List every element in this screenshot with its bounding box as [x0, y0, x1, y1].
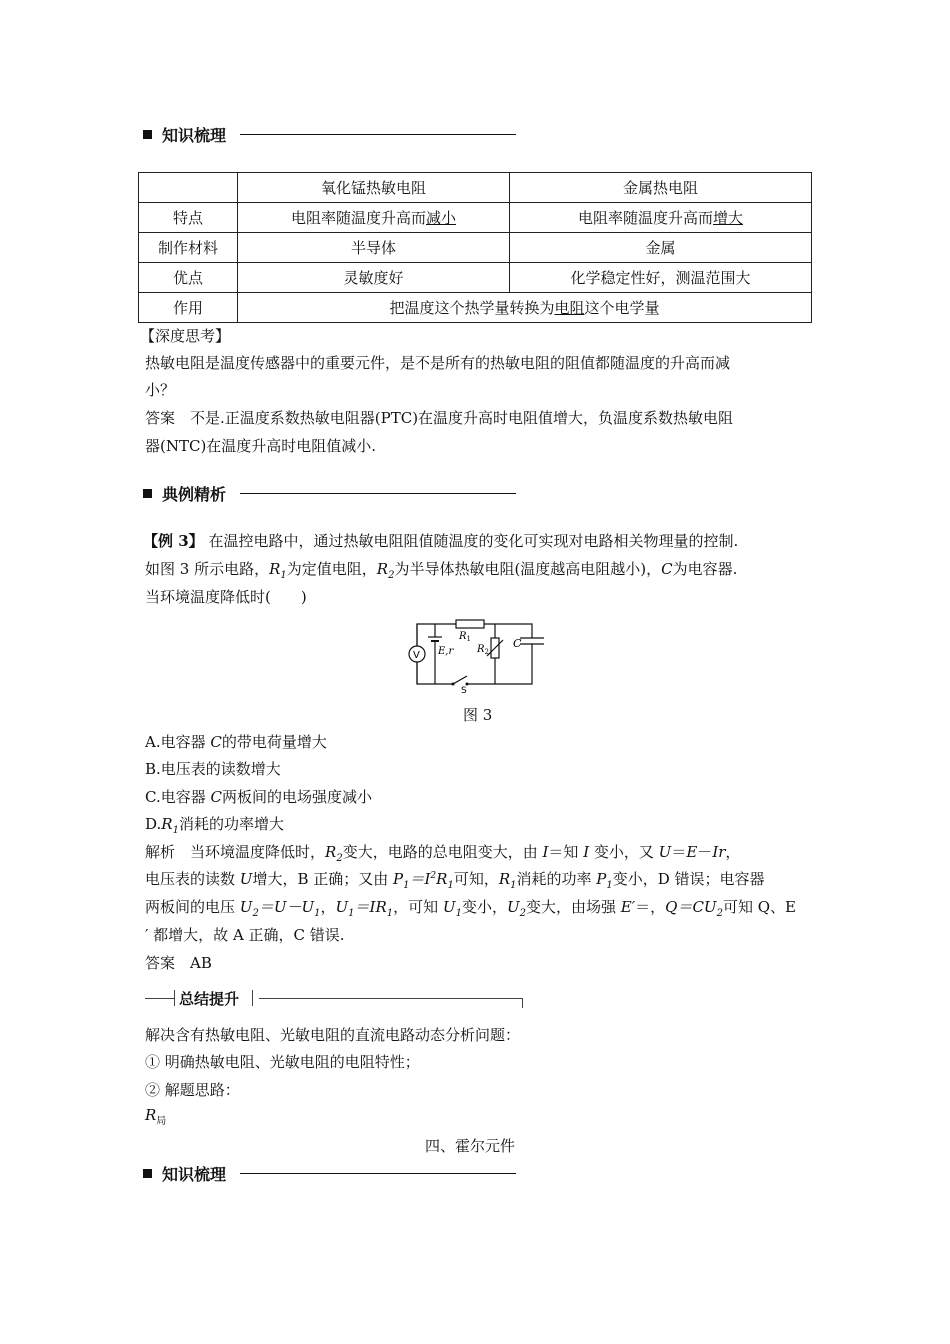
section-header-examples [143, 482, 516, 504]
text: ， [320, 898, 336, 916]
resistor-r1 [456, 620, 484, 628]
s-label: S [461, 686, 467, 694]
text: 变大，电路的总电阻变大，由 [342, 843, 543, 861]
comparison-table [138, 172, 812, 323]
divider [240, 493, 516, 494]
var: $P_1$ [596, 870, 613, 891]
summary-line: 解决含有热敏电阻、光敏电阻的直流电路动态分析问题： [145, 1026, 521, 1044]
example-text: 在温控电路中，通过热敏电阻阻值随温度的变化可实现对电路相关物理量的控制. [208, 532, 739, 550]
var: E′ [620, 898, 636, 916]
section-title: 知识梳理 [162, 1164, 227, 1184]
divider [145, 998, 175, 999]
r1-label: $R_1$ [459, 631, 471, 643]
circuit-diagram [405, 612, 555, 694]
square-bullet-icon [143, 489, 152, 498]
square-bullet-icon [143, 130, 152, 139]
text: 两板间的电压 [145, 898, 240, 916]
underlined-answer: 电阻 [554, 299, 585, 317]
formula: $U_2=U-U_1$ [239, 898, 321, 919]
table-cell [510, 203, 812, 233]
option-d [145, 813, 284, 836]
table-cell: 作用 [139, 293, 238, 323]
summary-line: ① 明确热敏电阻、光敏电阻的电阻特性； [145, 1053, 420, 1071]
formula: $P_1=I^2R_1$ [393, 870, 454, 891]
cell-text: 电阻率随温度升高而 [577, 209, 713, 227]
table-cell [139, 173, 238, 203]
table-cell: 氧化锰热敏电阻 [238, 173, 510, 203]
var-c: C [661, 560, 673, 578]
table-cell: 特点 [139, 203, 238, 233]
table-cell: 优点 [139, 263, 238, 293]
table-row [139, 293, 812, 323]
cell-text: 这个电学量 [584, 299, 660, 317]
var: $U_2$ [506, 898, 526, 919]
text: 两板间的电场强度减小 [221, 788, 372, 806]
var: R [145, 1106, 157, 1124]
divider [240, 1173, 516, 1174]
question-line: 热敏电阻是温度传感器中的重要元件，是不是所有的热敏电阻的阻值都随温度的升高而减 [145, 354, 731, 372]
divider [174, 990, 175, 1006]
divider [259, 998, 523, 999]
text: 电压表的读数 [145, 870, 240, 888]
var: U [239, 870, 253, 888]
var-r2: $R_2$ [376, 560, 395, 581]
formula: $Q=CU_2$ [665, 898, 723, 919]
subscript: 局 [156, 1116, 167, 1127]
text: 增大，B 正确；又由 [252, 870, 393, 888]
table-row [139, 203, 812, 233]
var: C [210, 733, 222, 751]
text: 消耗的功率增大 [178, 815, 284, 833]
deep-thinking-title: 【深度思考】 [140, 327, 231, 345]
text: 为电容器. [672, 560, 738, 578]
text: 消耗的功率 [516, 870, 597, 888]
formula: E [686, 843, 698, 861]
thermistor-arrow [487, 640, 503, 656]
wire [484, 624, 532, 638]
var: C [210, 788, 222, 806]
table-cell [238, 203, 510, 233]
switch-contact [452, 683, 455, 686]
table-cell: 制作材料 [139, 233, 238, 263]
summary-title: 总结提升 [179, 990, 240, 1008]
var: $U_1$ [442, 898, 462, 919]
analysis-line: 解析 当环境温度降低时，$R_2$变大，电路的总电阻变大，由 I＝知 I 变小，又 U＝E－Ir， [145, 843, 741, 864]
table-cell: 半导体 [238, 233, 510, 263]
divider [252, 990, 253, 1006]
cell-text: 电阻率随温度升高而 [290, 209, 426, 227]
text: 为半导体热敏电阻(温度越高电阻越小)， [394, 560, 662, 578]
underlined-answer: 增大 [713, 209, 744, 227]
section-header-knowledge [143, 123, 516, 145]
analysis-line: ′ 都增大，故 A 正确，C 错误. [145, 926, 345, 944]
var: $R_1$ [498, 870, 517, 891]
section-header-knowledge [143, 1162, 516, 1184]
table-cell [238, 293, 812, 323]
switch-s [453, 676, 467, 684]
text: C.电容器 [145, 788, 211, 806]
text: 为定值电阻， [286, 560, 377, 578]
divider [240, 134, 516, 135]
table-cell: 金属热电阻 [510, 173, 812, 203]
cell-text: 把温度这个热学量转换为 [389, 299, 555, 317]
var: I [583, 843, 590, 861]
analysis-line [145, 868, 765, 891]
var-r1: $R_1$ [161, 815, 179, 836]
text: 可知 Q、E [722, 898, 796, 916]
text: ＝知 [548, 843, 584, 861]
table-cell: 金属 [510, 233, 812, 263]
analysis-line [145, 896, 796, 919]
var: $R_2$ [325, 843, 343, 864]
answer-line: 器(NTC)在温度升高时电阻值减小. [145, 437, 377, 455]
formula: $U_1=IR_1$ [335, 898, 394, 919]
table-cell: 灵敏度好 [238, 263, 510, 293]
example-tag: 【例 3】 [143, 532, 204, 550]
summary-line [145, 1106, 166, 1127]
heading-hall-element: 四、霍尔元件 [425, 1137, 516, 1155]
example-line: 当环境温度降低时( ) [145, 588, 307, 606]
text: 变大，由场强 [526, 898, 621, 916]
text: D. [145, 815, 162, 833]
var-r1: $R_1$ [269, 560, 287, 581]
formula: U [658, 843, 672, 861]
voltmeter-label: V [413, 650, 420, 661]
table-cell: 化学稳定性好，测温范围大 [510, 263, 812, 293]
var: I [542, 843, 549, 861]
text: 变小，D 错误；电容器 [612, 870, 765, 888]
text: 的带电荷量增大 [221, 733, 327, 751]
table-row [139, 263, 812, 293]
text: 变小， [461, 898, 507, 916]
option-c [145, 786, 372, 807]
er-label: E,r [438, 646, 454, 657]
option-a [145, 731, 327, 752]
section-title: 知识梳理 [162, 125, 227, 145]
answer-line: 答案 AB [145, 954, 212, 972]
c-label: C [513, 637, 522, 650]
answer-line: 答案 不是.正温度系数热敏电阻器(PTC)在温度升高时电阻值增大，负温度系数热敏电阻 [145, 409, 734, 427]
text: A.电容器 [145, 733, 211, 751]
square-bullet-icon [143, 1169, 152, 1178]
summary-header [145, 990, 523, 1010]
text: 如图 3 所示电路， [145, 560, 270, 578]
table-header-row [139, 173, 812, 203]
example-line [143, 530, 738, 551]
underlined-answer: 减小 [426, 209, 457, 227]
figure-caption: 图 3 [463, 706, 493, 724]
text: 可知， [453, 870, 499, 888]
text: ＝， [635, 898, 666, 916]
option-b: B.电压表的读数增大 [145, 760, 281, 778]
question-line: 小？ [145, 381, 176, 399]
section-title: 典例精析 [162, 484, 227, 504]
example-line [145, 558, 737, 581]
text: 解析 当环境温度降低时， [145, 843, 326, 861]
formula: Ir [712, 843, 726, 861]
text: 变小，又 [589, 843, 659, 861]
divider [522, 998, 523, 1008]
r2-label: $R_2$ [477, 644, 489, 656]
table-row [139, 233, 812, 263]
summary-line: ② 解题思路： [145, 1081, 240, 1099]
text: ，可知 [393, 898, 443, 916]
